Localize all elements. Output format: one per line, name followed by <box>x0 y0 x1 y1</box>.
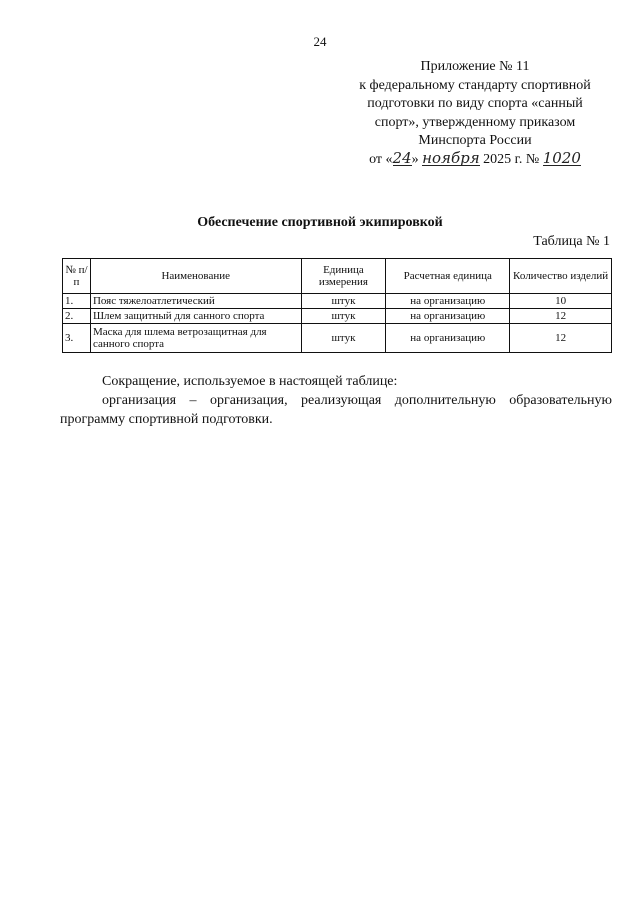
date-mid: » <box>411 151 419 167</box>
cell-calc-unit: на организацию <box>386 324 510 353</box>
handwritten-day: 24 <box>392 148 412 167</box>
cell-calc-unit: на организацию <box>386 294 510 309</box>
year-text: 2025 г. № <box>483 151 540 167</box>
appendix-line: спорт», утвержденному приказом <box>374 114 576 130</box>
appendix-line: Приложение № 11 <box>420 59 530 74</box>
cell-number: 3. <box>63 324 91 353</box>
table-number: Таблица № 1 <box>533 234 610 249</box>
cell-unit: штук <box>301 324 386 353</box>
page-number: 24 <box>313 34 327 49</box>
cell-quantity: 12 <box>510 309 612 324</box>
order-date-line <box>340 148 610 170</box>
cell-unit: штук <box>301 309 386 324</box>
appendix-line: Минспорта России <box>418 133 532 149</box>
document-title: Обеспечение спортивной экипировкой <box>197 215 443 230</box>
handwritten-order-number: 1020 <box>542 148 581 167</box>
cell-calc-unit: на организацию <box>386 309 510 324</box>
note-definition: организация – организация, реализующая дополнительную образовательную программу спортивной подготовки. <box>60 393 612 427</box>
appendix-block <box>340 58 610 170</box>
header-number: № п/п <box>63 259 91 294</box>
cell-quantity: 12 <box>510 324 612 353</box>
table-row <box>63 324 612 353</box>
table-row <box>63 294 612 309</box>
cell-name: Маска для шлема ветрозащитная для санного спорта <box>90 324 301 353</box>
header-quantity: Количество изделий <box>510 259 612 294</box>
cell-unit: штук <box>301 294 386 309</box>
table-row <box>63 309 612 324</box>
note-intro: Сокращение, используемое в настоящей таблице: <box>102 374 398 389</box>
abbreviation-note <box>60 372 612 429</box>
appendix-line: подготовки по виду спорта «санный <box>367 96 583 112</box>
appendix-line: к федеральному стандарту спортивной <box>359 77 591 93</box>
cell-number: 2. <box>63 309 91 324</box>
equipment-table <box>62 258 612 353</box>
header-name: Наименование <box>90 259 301 294</box>
header-unit: Единица измерения <box>301 259 386 294</box>
cell-name: Пояс тяжелоатлетический <box>90 294 301 309</box>
cell-quantity: 10 <box>510 294 612 309</box>
cell-number: 1. <box>63 294 91 309</box>
header-calc-unit: Расчетная единица <box>386 259 510 294</box>
date-prefix: от « <box>369 151 393 167</box>
cell-name: Шлем защитный для санного спорта <box>90 309 301 324</box>
handwritten-month: ноября <box>422 148 480 167</box>
table-header-row <box>63 259 612 294</box>
